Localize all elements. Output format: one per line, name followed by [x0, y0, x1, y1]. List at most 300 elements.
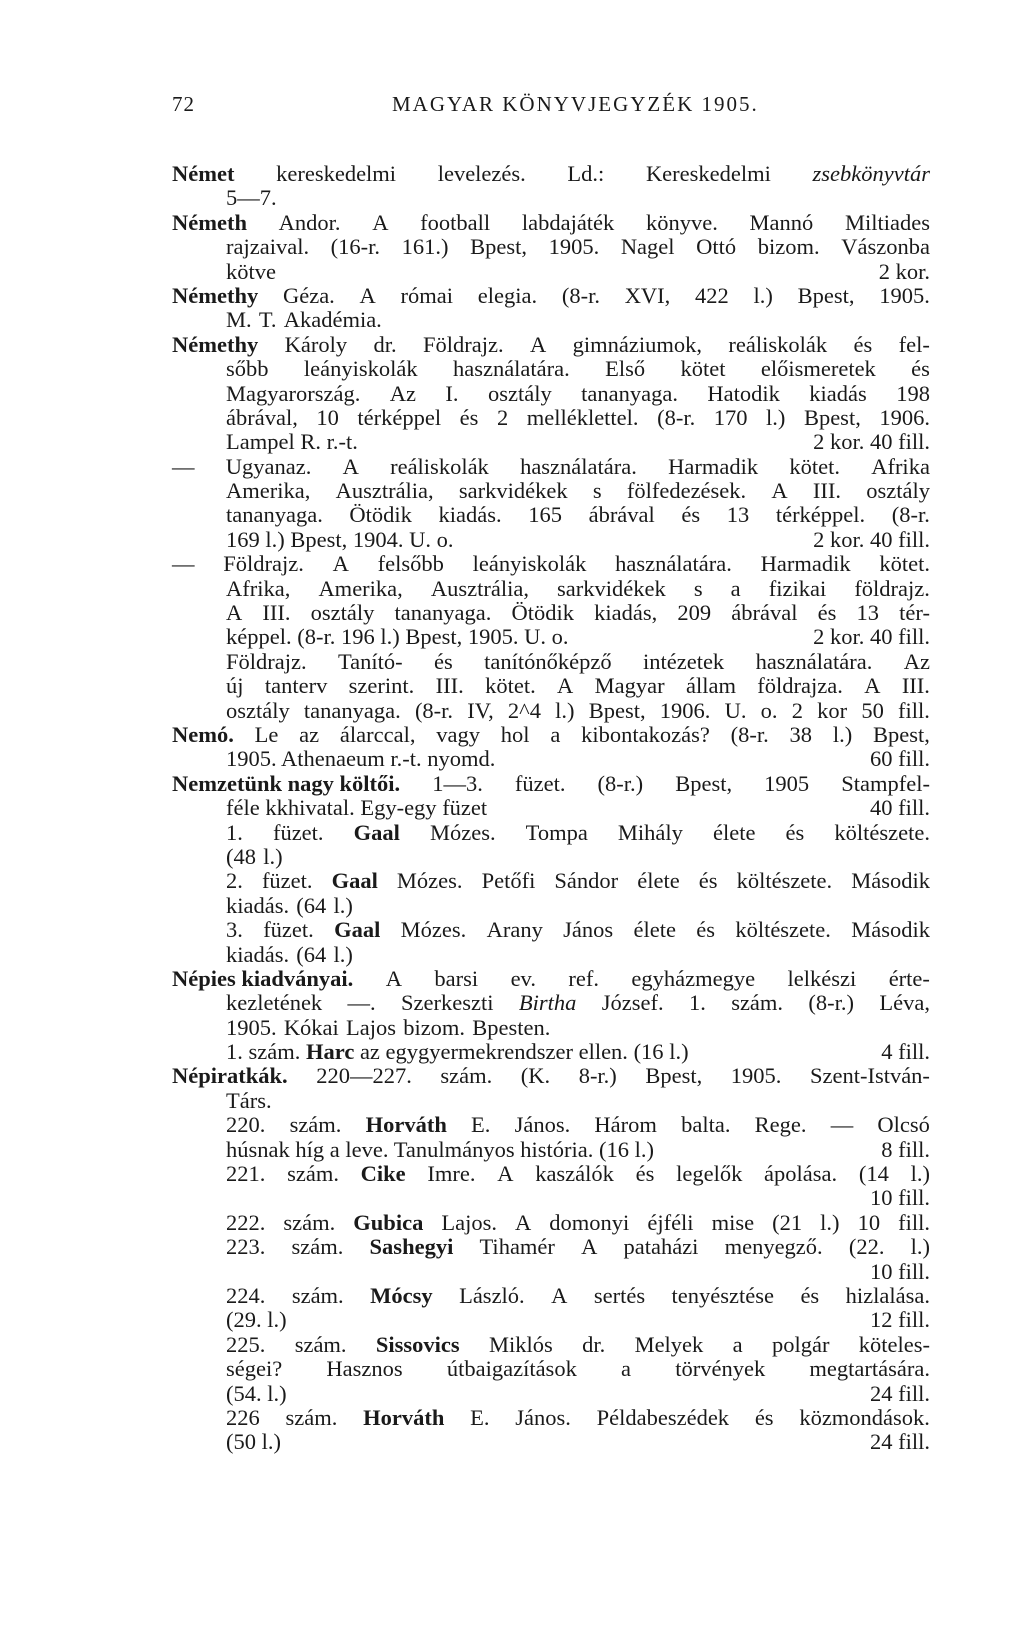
- word: 2^4: [507, 697, 541, 723]
- entry-line: [172, 503, 930, 527]
- word: E.: [471, 1112, 491, 1138]
- word: szám.: [285, 1404, 338, 1430]
- word: Szerkeszti: [401, 990, 494, 1016]
- word: Mózes.: [429, 819, 496, 845]
- entry-line: [172, 1016, 930, 1040]
- word: Le: [254, 721, 279, 747]
- word: térképpel: [357, 404, 442, 430]
- word: szám.: [283, 1209, 336, 1235]
- word: leányiskolák: [303, 356, 418, 382]
- word: a: [621, 1356, 632, 1382]
- entry-line: [172, 772, 930, 796]
- entry-line: [172, 1235, 930, 1259]
- word: barsi: [434, 965, 479, 991]
- word: Tihamér: [479, 1234, 555, 1260]
- entry-line: [172, 1430, 930, 1454]
- word: Szent-István-: [809, 1063, 930, 1089]
- word: dr.: [582, 1331, 606, 1357]
- word: Mózes.: [400, 917, 467, 943]
- word: Három: [594, 1112, 657, 1138]
- word: A: [551, 1282, 568, 1308]
- price: 10 fill.: [870, 1185, 930, 1211]
- word: polgár: [771, 1331, 830, 1357]
- word: előismeretek: [760, 356, 876, 382]
- entry-author: Horváth: [363, 1404, 445, 1430]
- word: A: [332, 551, 349, 577]
- word: 1906.: [879, 404, 930, 430]
- entry-line: [172, 1186, 930, 1210]
- word: A: [226, 600, 243, 626]
- entry-author: Nemó.: [172, 721, 234, 747]
- word: balta.: [681, 1112, 731, 1138]
- word: füzet.: [261, 868, 313, 894]
- price: 2 kor. 40 fill.: [813, 429, 930, 455]
- word: sőbb: [226, 356, 269, 382]
- word: football: [420, 209, 491, 235]
- entry-line: [172, 1333, 930, 1357]
- word: Első: [605, 356, 646, 382]
- word: I.: [445, 380, 459, 406]
- word: Magyar: [594, 673, 665, 699]
- word: kibontakozás?: [581, 721, 710, 747]
- word: Akadémia.: [283, 307, 382, 333]
- entry-line: [172, 479, 930, 503]
- word: 13: [856, 600, 880, 626]
- entry-author: Népies kiadványai.: [172, 965, 354, 991]
- price: 2 kor. 40 fill.: [813, 526, 930, 552]
- word: A: [581, 1234, 598, 1260]
- word: 220.: [226, 1112, 266, 1138]
- word: Ötödik: [511, 600, 574, 626]
- entry-line: [172, 1284, 930, 1308]
- entry-line: [172, 430, 930, 454]
- word: hizlalása.: [845, 1282, 930, 1308]
- word: tananyaga.: [581, 380, 678, 406]
- word: kereskedelmi: [276, 161, 397, 186]
- entry-author: Nemzetünk nagy költői.: [172, 770, 401, 796]
- entry-line: [172, 625, 930, 649]
- word: tanterv: [264, 673, 328, 699]
- entry-author: Cike: [360, 1161, 406, 1187]
- page-number: 72: [172, 92, 195, 116]
- word: A: [557, 673, 574, 699]
- word: Mihály: [617, 819, 683, 845]
- word: (64: [296, 941, 327, 967]
- entry-text: féle kkhivatal. Egy-egy füzet: [226, 795, 488, 821]
- entry-line: [172, 1260, 930, 1284]
- word: (8-r.: [414, 697, 454, 723]
- word: Ötödik: [349, 502, 412, 528]
- word: III.: [901, 673, 930, 699]
- word: osztály: [487, 380, 552, 406]
- entry-line: [172, 918, 930, 942]
- word: a: [732, 1331, 743, 1357]
- word: 224.: [226, 1282, 266, 1308]
- word: l.): [333, 941, 353, 967]
- word: szám.: [291, 1282, 344, 1308]
- word: római: [400, 282, 454, 308]
- entry-text: 169 l.) Bpest, 1904. U. o.: [226, 526, 454, 552]
- word: Nagel: [620, 234, 675, 260]
- word: l.): [832, 721, 853, 747]
- word: élete: [633, 917, 676, 943]
- entry-line: [172, 967, 930, 991]
- word: Léva,: [879, 990, 930, 1016]
- word: 10: [857, 1209, 881, 1235]
- word: (16-r.: [330, 234, 381, 260]
- word: (21: [772, 1209, 803, 1235]
- word: Lajos: [346, 1014, 396, 1040]
- word: és: [434, 648, 453, 674]
- entry-line: [172, 1162, 930, 1186]
- word: —.: [347, 990, 376, 1016]
- word: útbaigazítások: [446, 1356, 577, 1382]
- word: Ausztrália,: [335, 478, 434, 504]
- word: Tanító-: [337, 648, 403, 674]
- word: (8-r.: [657, 404, 696, 430]
- word: domonyi: [549, 1209, 630, 1235]
- word: szám.: [289, 1112, 342, 1138]
- word: megtartására.: [809, 1356, 930, 1382]
- word: tananyaga.: [226, 502, 323, 528]
- word: sarkvidékek: [557, 575, 666, 601]
- word: kiadás.: [226, 941, 290, 967]
- word: és: [754, 1404, 774, 1430]
- word: lelkészi: [787, 965, 857, 991]
- entry-author: Horváth: [365, 1112, 447, 1138]
- word: költészete.: [735, 917, 831, 943]
- entry-line: [172, 211, 930, 235]
- word: 223.: [226, 1234, 266, 1260]
- word: ev.: [510, 965, 536, 991]
- entry-author: Gubica: [353, 1209, 424, 1235]
- word: Lajos.: [441, 1209, 497, 1235]
- word: költészete.: [736, 868, 833, 894]
- word: III.: [812, 478, 841, 504]
- entry-line: [172, 260, 930, 284]
- word: füzet.: [263, 917, 314, 943]
- word: legelők: [676, 1161, 743, 1187]
- word: éjféli: [647, 1209, 694, 1235]
- word: új: [226, 673, 244, 699]
- price: 2 kor.: [878, 258, 930, 284]
- entry-author: Gaal: [353, 819, 400, 845]
- word: (22.: [848, 1234, 885, 1260]
- word: Kókai: [283, 1014, 339, 1040]
- word: l.): [910, 1161, 930, 1187]
- entry-line: [172, 650, 930, 674]
- word: László.: [459, 1282, 525, 1308]
- word: A: [515, 1209, 532, 1235]
- word: és: [681, 502, 701, 528]
- word: Hatodik: [707, 380, 780, 406]
- word: 422: [695, 282, 729, 308]
- word: egyházmegye: [631, 965, 756, 991]
- word: és: [911, 356, 930, 382]
- word: kötet.: [485, 673, 536, 699]
- word: szám.: [440, 1063, 493, 1089]
- word: A: [864, 673, 881, 699]
- word: János.: [514, 1112, 571, 1138]
- word: ábrával: [588, 502, 655, 528]
- entry-line: [172, 1138, 930, 1162]
- word: bizom.: [403, 1014, 466, 1040]
- word: 170: [713, 404, 748, 430]
- word: l.): [753, 282, 773, 308]
- price: 12 fill.: [870, 1307, 930, 1333]
- word: IV,: [467, 697, 494, 723]
- word: Ld.:: [567, 161, 605, 186]
- word: és: [785, 819, 805, 845]
- word: kötet: [680, 356, 726, 382]
- entry-text: 1. szám. Harc az egygyermekrendszer ellen. (16 l.): [226, 1039, 689, 1065]
- word: és: [459, 404, 479, 430]
- word: reáliskolák: [728, 331, 828, 357]
- word: élete: [637, 868, 680, 894]
- word: kiadás,: [594, 600, 658, 626]
- word: A: [342, 453, 359, 479]
- entry-line: [172, 186, 930, 210]
- word: kiadás.: [226, 892, 290, 918]
- word: füzet.: [514, 770, 566, 796]
- word: Földrajz.: [423, 331, 504, 357]
- word: —: [172, 453, 195, 479]
- word: Andor.: [278, 209, 341, 235]
- entry-line: [172, 943, 930, 967]
- word: Petőfi: [481, 868, 536, 894]
- word: leányiskolák: [472, 551, 587, 577]
- word: labdajáték: [521, 209, 615, 235]
- word: fölfedezések.: [626, 478, 747, 504]
- word: Arany: [486, 917, 543, 943]
- word: tenyésztése: [671, 1282, 774, 1308]
- word: U.: [724, 697, 747, 723]
- entry-line: [172, 1308, 930, 1332]
- word: felsőbb: [377, 551, 444, 577]
- word: Afrika: [871, 453, 930, 479]
- price: 24 fill.: [870, 1429, 930, 1455]
- entry-line: [172, 699, 930, 723]
- word: Földrajz.: [223, 551, 304, 577]
- word: Sándor: [554, 868, 619, 894]
- word: mise: [711, 1209, 755, 1235]
- word: szám.: [291, 1234, 344, 1260]
- word: és: [817, 600, 837, 626]
- word: 8-r.): [578, 1063, 617, 1089]
- word: köteles-: [858, 1331, 930, 1357]
- word: (K.: [520, 1063, 551, 1089]
- word: Második: [851, 868, 930, 894]
- entry-line: [172, 528, 930, 552]
- word: —: [830, 1112, 854, 1138]
- entry-line: [172, 406, 930, 430]
- entry-author: Sissovics: [375, 1331, 460, 1357]
- word: Harmadik: [668, 453, 759, 479]
- word: Bpesten.: [472, 1014, 551, 1040]
- word: (8-r.): [597, 770, 644, 796]
- price: 60 fill.: [870, 746, 930, 772]
- word: A: [530, 331, 547, 357]
- word: a: [730, 575, 741, 601]
- word: Amerika,: [226, 478, 311, 504]
- word: Miltiades: [844, 209, 930, 235]
- word: kötet.: [789, 453, 840, 479]
- word: Földrajz.: [226, 648, 307, 674]
- entry-text: 1905. Athenaeum r.-t. nyomd.: [226, 746, 496, 772]
- bibliography-entries: [172, 162, 930, 1455]
- entry-author: Mócsy: [370, 1282, 433, 1308]
- entry-text: (50 l.): [226, 1429, 281, 1455]
- entry-line: [172, 845, 930, 869]
- word: Rege.: [754, 1112, 807, 1138]
- word: földrajz.: [854, 575, 930, 601]
- entry-text: (29. l.): [226, 1307, 287, 1333]
- word: és: [635, 1161, 655, 1187]
- word: 1905.: [226, 1014, 277, 1040]
- word: használatára.: [755, 648, 873, 674]
- entry-author: Gaal: [331, 868, 378, 894]
- word: (48: [226, 843, 256, 869]
- word: 1905: [764, 770, 810, 796]
- price: 4 fill.: [881, 1039, 930, 1065]
- word: Amerika,: [318, 575, 403, 601]
- word: hol: [500, 721, 530, 747]
- word: Ausztrália,: [430, 575, 529, 601]
- word: (8-r.: [561, 282, 600, 308]
- price: 8 fill.: [881, 1136, 930, 1162]
- word: Az: [389, 380, 416, 406]
- word: Példabeszédek: [596, 1404, 730, 1430]
- word: intézetek: [642, 648, 725, 674]
- word: Bpest,: [470, 234, 527, 260]
- word: kor: [817, 697, 848, 723]
- word: költészete.: [834, 819, 930, 845]
- word: kötet.: [879, 551, 930, 577]
- entry-line: [172, 894, 930, 918]
- word: 1.: [226, 819, 243, 845]
- word: s: [693, 575, 703, 601]
- entry-text: (54. l.): [226, 1380, 287, 1406]
- word: Stampfel-: [841, 770, 930, 796]
- word: Miklós: [489, 1331, 553, 1357]
- word: fizikai: [768, 575, 827, 601]
- word: térképpel.: [775, 502, 866, 528]
- word: 165: [528, 502, 562, 528]
- word: vagy: [436, 721, 481, 747]
- entry-author: Népiratkák.: [172, 1063, 288, 1089]
- word: Károly: [284, 331, 348, 357]
- word: élete: [713, 819, 756, 845]
- word: Hasznos: [326, 1356, 403, 1382]
- entry-author: Sashegyi: [369, 1234, 454, 1260]
- word: a: [550, 721, 561, 747]
- word: álarccal,: [339, 721, 416, 747]
- word: fel-: [898, 331, 930, 357]
- word: az: [299, 721, 320, 747]
- entry-text: kötve: [226, 258, 276, 284]
- editor-name: Birtha: [518, 990, 577, 1016]
- word: reáliskolák: [390, 453, 489, 479]
- word: XVI,: [624, 282, 671, 308]
- word: Bpest,: [588, 697, 646, 723]
- word: 225.: [226, 1331, 266, 1357]
- word: Második: [851, 917, 930, 943]
- word: szerint.: [348, 673, 415, 699]
- word: Bpest,: [872, 721, 930, 747]
- word: Kereskedelmi: [645, 161, 771, 186]
- entry-line: [172, 455, 930, 479]
- word: elegia.: [477, 282, 538, 308]
- word: 50: [861, 697, 884, 723]
- word: rajzaival.: [226, 234, 310, 260]
- word: 1—3.: [432, 770, 483, 796]
- word: Bpest,: [803, 404, 861, 430]
- entry-line: [172, 357, 930, 381]
- price: 40 fill.: [870, 795, 930, 821]
- price: 2 kor. 40 fill.: [813, 624, 930, 650]
- entry-line: [172, 747, 930, 771]
- running-title: MAGYAR KÖNYVJEGYZÉK 1905.: [392, 92, 759, 116]
- word: ábrával: [731, 600, 798, 626]
- word: Olcsó: [877, 1112, 930, 1138]
- word: ref.: [568, 965, 599, 991]
- word: bizom.: [757, 234, 820, 260]
- word: (64: [296, 892, 327, 918]
- word: szám.: [731, 990, 784, 1016]
- word: Melyek: [634, 1331, 704, 1357]
- word: Társ.: [226, 1087, 272, 1113]
- entry-line: [172, 235, 930, 259]
- word: osztály: [310, 600, 375, 626]
- word: pataházi: [623, 1234, 699, 1260]
- entry-line: [172, 601, 930, 625]
- entry-text: képpel. (8-r. 196 l.) Bpest, 1905. U. o.: [226, 624, 569, 650]
- word: kezletének: [226, 990, 323, 1016]
- word: használatára.: [615, 551, 732, 577]
- word: III.: [262, 600, 291, 626]
- word: Tompa: [525, 819, 588, 845]
- word: Afrika,: [226, 575, 291, 601]
- word: 13: [726, 502, 750, 528]
- word: levelezés.: [437, 161, 526, 186]
- entry-line: [172, 284, 930, 308]
- price: 24 fill.: [870, 1380, 930, 1406]
- word: (8-r.: [891, 502, 930, 528]
- word: érte-: [888, 965, 930, 991]
- entry-line: [172, 723, 930, 747]
- word: melléklettel.: [526, 404, 639, 430]
- word: használatára.: [520, 453, 637, 479]
- word: Bpest,: [645, 1063, 703, 1089]
- word: M.: [226, 307, 252, 333]
- word: tananyaga.: [394, 600, 492, 626]
- series-name: zsebkönyvtár: [812, 161, 930, 186]
- word: ségei?: [226, 1356, 283, 1382]
- word: T.: [258, 307, 277, 333]
- word: füzet.: [272, 819, 324, 845]
- word: fill.: [898, 697, 930, 723]
- word: 209: [677, 600, 712, 626]
- entry-line: [172, 991, 930, 1015]
- word: 2.: [226, 868, 243, 894]
- word: l.): [820, 1209, 840, 1235]
- word: 226: [226, 1404, 260, 1430]
- entry-author: Gaal: [334, 917, 381, 943]
- entry-line: [172, 333, 930, 357]
- word: A: [372, 209, 389, 235]
- entry-line: [172, 1382, 930, 1406]
- word: A: [385, 965, 402, 991]
